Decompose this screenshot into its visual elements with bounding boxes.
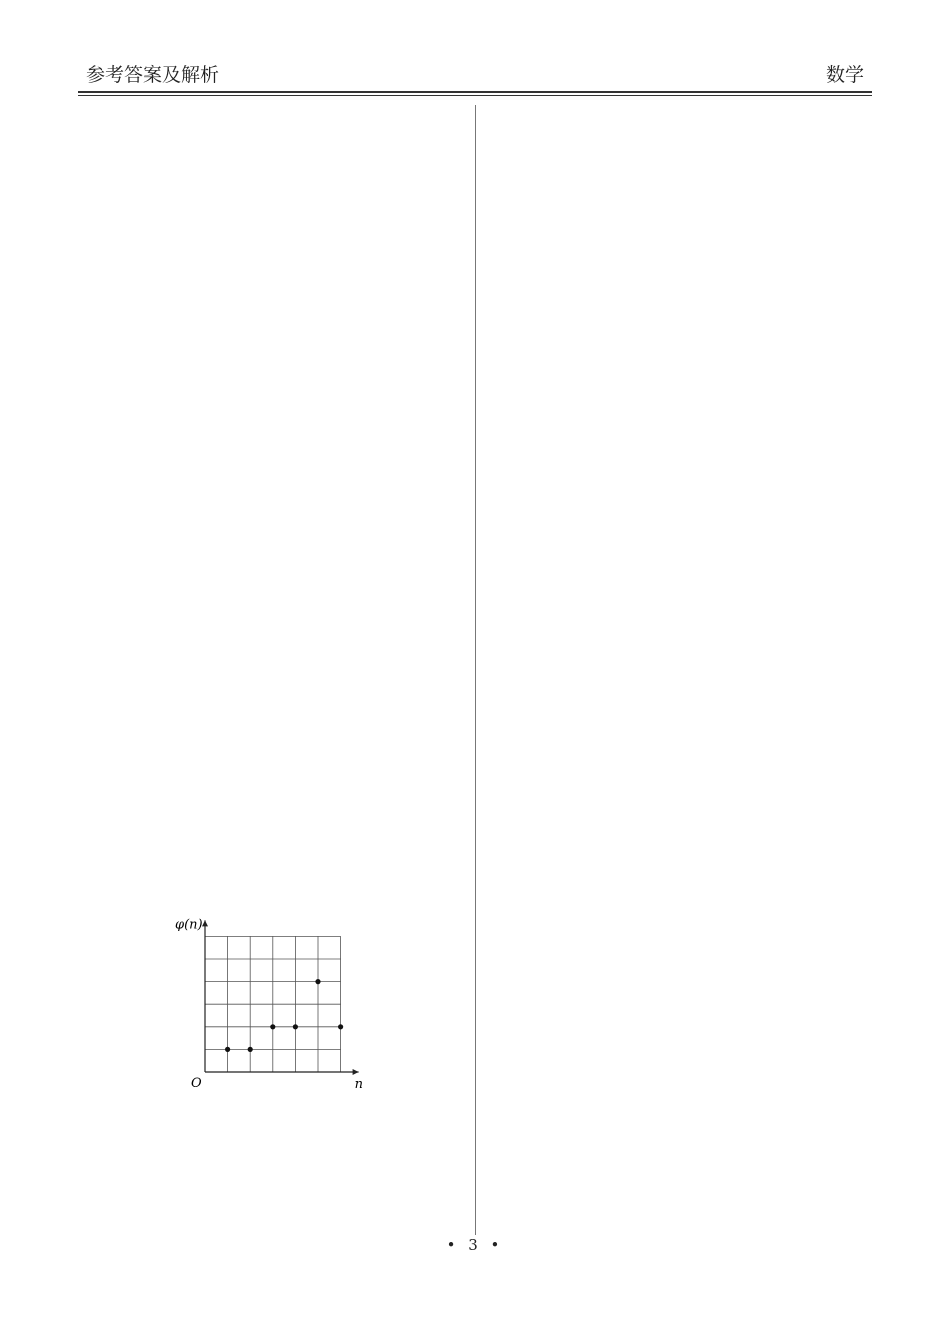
column-divider [475,105,476,1235]
data-point [225,1047,230,1052]
data-point [248,1047,253,1052]
header-rule-thick [78,91,872,93]
origin-label: O [191,1076,202,1091]
x-axis-arrow [353,1069,359,1075]
page-number: • 3 • [446,1236,504,1254]
data-point [338,1024,343,1029]
header-left-title: 参考答案及解析 [86,64,220,86]
y-axis-arrow [202,920,208,926]
y-axis-label: φ(n) [175,917,203,933]
header-rule-thin [78,95,872,96]
data-point [293,1024,298,1029]
header-right-subject: 数学 [825,64,864,86]
data-point [315,979,320,984]
data-point [270,1024,275,1029]
phi-n-chart [165,910,365,1095]
x-axis-label: n [354,1077,363,1092]
